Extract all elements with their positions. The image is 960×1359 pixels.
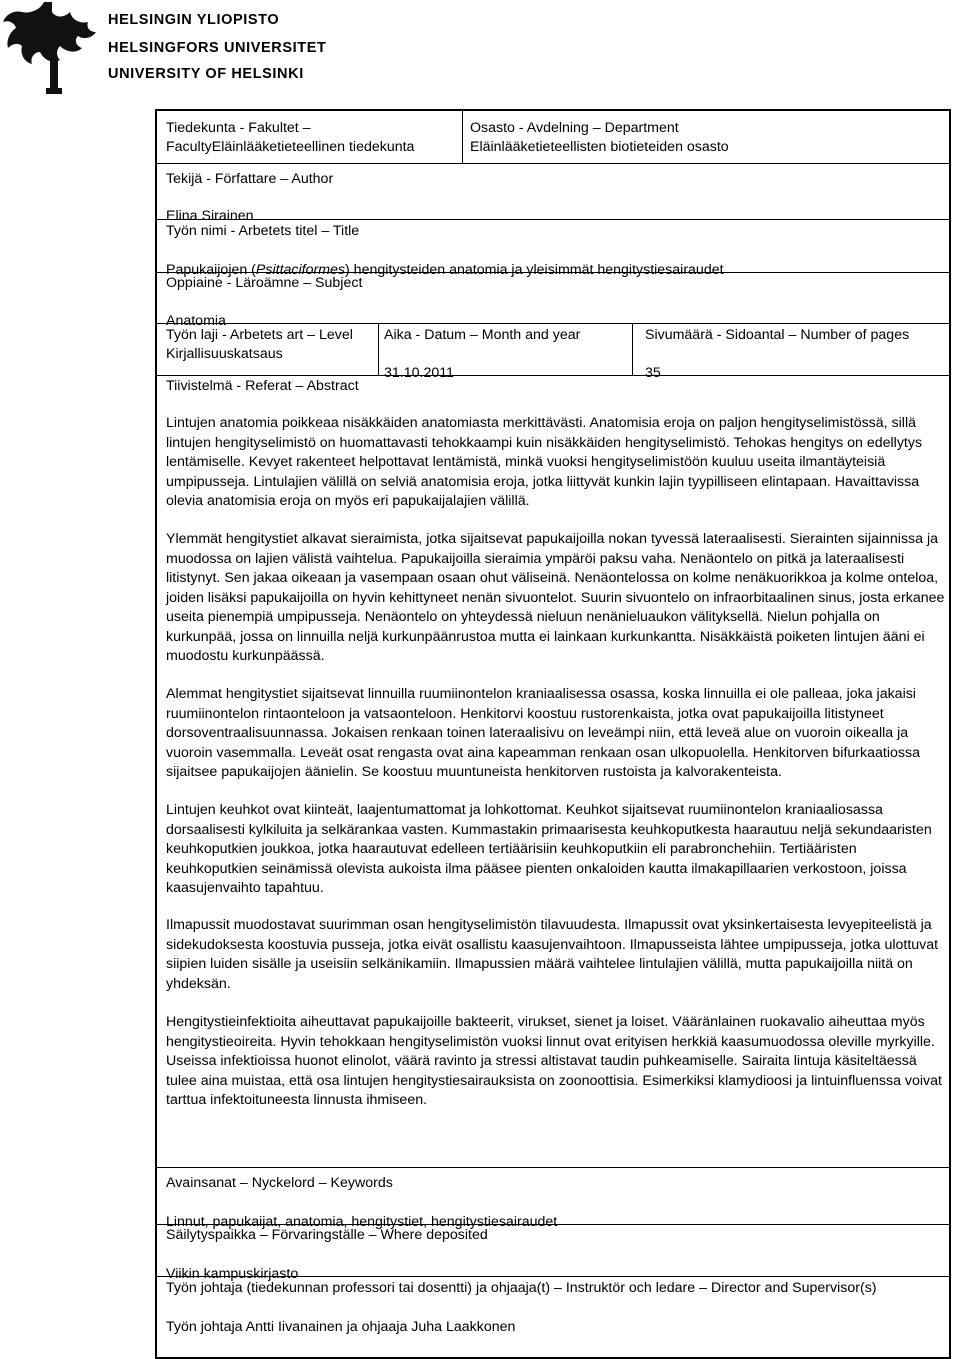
deposited-value: Viikin kampuskirjasto: [166, 1266, 299, 1282]
date-value: 31.10.2011: [384, 365, 454, 381]
subject-value: Anatomia: [166, 313, 226, 329]
abstract-paragraph-1: Lintujen anatomia poikkeaa nisäkkäiden anatomiasta merkittävästi. Anatomisia eroja on paljon hengityselimistössä, sillä lintujen hengityselimistö on huomattavasti tehokkaampi kuin nisäkkäiden hengityselimistö. Tehokas hengitys on edellytys lentämiselle. Kevyet rakenteet helpottavat lentämistä, minkä vuoksi hengityselimistöön kuuluu useita ilmantäyteisiä umpipusseja. Lintulajien välillä on selviä anatomisia eroja, jotka liittyvät kunkin lajin tyypilliseen elintapaan. Havaittavissa olevia anatomisia eroja on myös eri papukaijalajien välillä.: [166, 415, 923, 509]
supervisor-label: Työn johtaja (tiedekunnan professori tai dosentti) ja ohjaaja(t) – Instruktör och ledare – Director and Supervisor(s): [166, 1280, 877, 1296]
university-name-fi: HELSINGIN YLIOPISTO: [108, 12, 280, 28]
title-label: Työn nimi - Arbetets titel – Title: [166, 223, 360, 239]
university-name-en: UNIVERSITY OF HELSINKI: [108, 66, 304, 82]
abstract-label: Tiivistelmä - Referat – Abstract: [166, 378, 359, 394]
abstract-paragraph-4: Lintujen keuhkot ovat kiinteät, laajentumattomat ja lohkottomat. Keuhkot sijaitsevat ruumiinontelon kraniaaliosassa dorsaalisesti kylkiluita ja selkärankaa vasten. Kummastakin primaarisesta keuhkoputkesta haarautuu neljä sekundaaristen keuhkoputkien joukkoa, jotka haarautuvat edelleen tertiäärisiin keuhkoputkiin eli parabronchehiin. Tertiääristen keuhkoputkien seinämissä olevista aukoista ilma pääsee pienten onkaloiden kautta ilmakapillaarien verkostoon, joissa kaasujenvaihto tapahtuu.: [166, 802, 932, 896]
author-label: Tekijä - Författare – Author: [166, 171, 334, 187]
date-label: Aika - Datum – Month and year: [384, 327, 581, 343]
abstract-paragraph-6: Hengitystieinfektioita aiheuttavat papukaijoille bakteerit, virukset, sienet ja loiset. Vääränlainen ruokavalio aiheuttaa myös hengitystieoireita. Hyvin tehokkaan hengityselimistön vuoksi linnut ovat erityisen herkkiä kaasumuodossa oleville myrkyille. Useissa infektioissa huonot elinolot, väärä ravinto ja stressi altistavat taudin puhkeamiselle. Sairaita lintuja käsiteltäessä tulee aina muistaa, että osa lintujen hengitystiesairauksista on zoonoottisia. Esimerkiksi klamydioosi ja lintuinfluenssa voivat tarttua infektoituneesta linnusta ihmiseen.: [166, 1014, 942, 1108]
subject-label: Oppiaine - Läroämne – Subject: [166, 275, 363, 291]
keywords-label: Avainsanat – Nyckelord – Keywords: [166, 1175, 393, 1191]
abstract-paragraph-2: Ylemmät hengitystiet alkavat sieraimista, jotka sijaitsevat papukaijoilla nokan tyvessä lateraalisesti. Sierainten sijainnissa ja muodossa on lajien välistä vaihtelua. Papukaijoilla sieraimia ympäröi paksu vaha. Nenäontelo on pitkä ja lateraalisesti litistynyt. Sen jakaa oikeaan ja vasempaan osaan ohut väliseinä. Nenäontelossa on kolme nenäkuorikkoa ja kolme onteloa, joiden lisäksi papukaijoilla on hyvin kehittyneet nenän sivuontelot. Suurin sivuontelo on infraorbitaalinen sinus, josta erkanee useita pienempiä umpipusseja. Nenäontelo on yhteydessä nieluun nenänieluaukon välityksellä. Nielun pohjalla on kurkunpää, jossa on linnuilla neljä kurkunpäänrustoa mutta ei lainkaan kurkunkantta. Nisäkkäistä poiketen lintujen ääni ei muodostu kurkunpäässä.: [166, 531, 945, 664]
faculty-value: FacultyEläinlääketieteellinen tiedekunta: [166, 139, 415, 155]
level-label: Työn laji - Arbetets art – Level: [166, 327, 353, 343]
university-logo-icon: [0, 0, 110, 100]
department-value: Eläinlääketieteellisten biotieteiden osasto: [470, 139, 729, 155]
deposited-label: Säilytyspaikka – Förvaringställe – Where deposited: [166, 1227, 488, 1243]
pages-value: 35: [645, 365, 661, 381]
pages-label: Sivumäärä - Sidoantal – Number of pages: [645, 327, 910, 343]
supervisor-value: Työn johtaja Antti Iivanainen ja ohjaaja Juha Laakkonen: [166, 1319, 516, 1335]
faculty-label: Tiedekunta - Fakultet –: [166, 120, 311, 136]
university-name-sv: HELSINGFORS UNIVERSITET: [108, 40, 327, 56]
level-value: Kirjallisuuskatsaus: [166, 346, 283, 362]
department-label: Osasto - Avdelning – Department: [470, 120, 679, 136]
abstract-paragraph-5: Ilmapussit muodostavat suurimman osan hengityselimistön tilavuudesta. Ilmapussit ovat yksinkertaisesta levyepiteelistä ja sidekudoksesta koostuvia pusseja, jotka eivät osallistu kaasujenvaihtoon. Ilmapusseista lähtee umpipusseja, jotka ulottuvat siipien luiden sisälle ja useisiin selkänikamiin. Ilmapussien määrä vaihtelee lintulajien välillä, mutta papukaijoilla niitä on yhdeksän.: [166, 917, 939, 992]
author-value: Elina Sirainen: [166, 208, 254, 224]
title-value: Papukaijojen (Psittaciformes) hengitysteiden anatomia ja yleisimmät hengitystiesairaudet: [166, 262, 724, 278]
keywords-value: Linnut, papukaijat, anatomia, hengitystiet, hengitystiesairaudet: [166, 1214, 558, 1230]
abstract-paragraph-3: Alemmat hengitystiet sijaitsevat linnuilla ruumiinontelon kraniaalisessa osassa, koska linnuilla ei ole palleaa, joka jakaisi ruumiinontelon rintaonteloon ja vatsaonteloon. Henkitorvi koostuu rustorenkaista, jotka ovat papukaijoilla litistyneet dorsoventraalisuunnassa. Jokaisen renkaan toinen lateraalisivu on leveämpi niin, että leveä alue on vuoroin oikealla ja vuoroin vasemmalla. Leveät osat rengasta ovat aina kapeamman renkaan osan ulkopuolella. Henkitorven bifurkaatiossa sijaitsee papukaijojen äänielin. Se koostuu muuntuneista henkitorven rustoista ja kalvorakenteista.: [166, 686, 920, 780]
